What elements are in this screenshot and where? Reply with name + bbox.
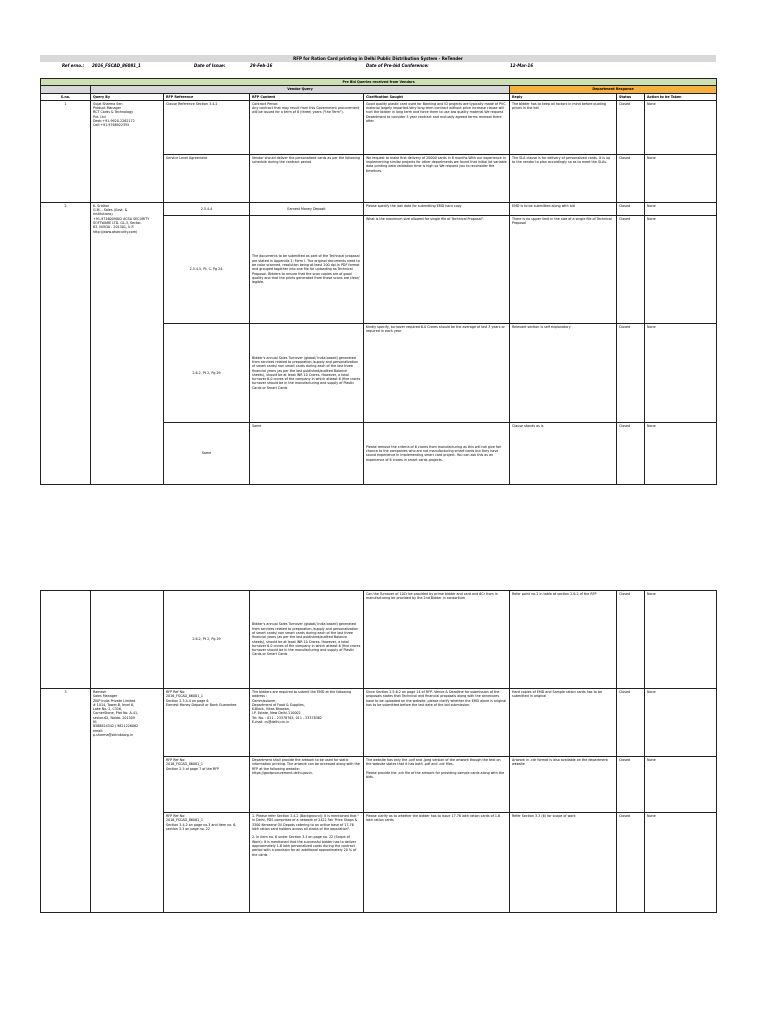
row-query-by: Sujat Sharma Sen Product Manager RCT Cards & Technology Pvt. Ltd Desk:+91-9920-2262172 Cell:+91.9768922355	[91, 100, 164, 202]
row-clarification: Good quality plastic card used for Banking and ID projects are typically made of PVC material largely imported.Very long term contract without price increase clause will hurt the bidder in long term and force them to use low quality material.We request Department to consider 3 year contract and mutually agreed terms renewal there after.	[364, 100, 510, 154]
table-row	[41, 689, 717, 757]
row-content: Department shall provide the artwork to be used for static information printing. The artwork can be accessed along with the RFP at the following website: https://govtprocurement.delhi.gov.in.	[250, 757, 364, 813]
row-clarification: Please remove the criteria of 6 crores from manufacturing as this will not give fair chance to the companies who are not manufacturing smart cards but they have sound experience in implementing smart card project. You can ask this as an experience of 6 crores in smart cards projects.	[364, 422, 510, 484]
date-label: Date of Issue:	[194, 63, 226, 68]
row-content: Same	[250, 422, 364, 484]
row-reference: Clause Reference Section 3.4.2	[164, 100, 250, 154]
table-row	[41, 100, 717, 154]
row-sno: 2	[41, 202, 91, 484]
row-reply: Relevant section is self explanatory	[510, 323, 617, 422]
row-action: None	[645, 323, 717, 422]
col-sno: S.no.	[41, 93, 91, 100]
row-action: None	[645, 215, 717, 323]
row-content: The documents to be submitted as part of the Technical proposal are stated in Appendix 1: Form I. The original documents need to be color scanned, resolution being at least 200 dpi.In PDF format and grouped together into one file for uploading as Technical Proposal. Bidders to ensure that the scan copies are of good quality and that the prints generated from these scans are clear/ legible.	[250, 215, 364, 323]
row-action: None	[645, 813, 717, 913]
queries-table-page-1	[40, 78, 717, 485]
row-reference: 2.6.2, Pt 2, Pg 29	[164, 323, 250, 422]
row-action: None	[645, 154, 717, 202]
banner: Pre Bid Queries received from Vendors	[41, 79, 717, 86]
row-clarification: Please clarify as to whether the bidder has to issue 17.76 lakh ration cards of 1.6 lakh ration cards	[364, 813, 510, 913]
row-content: Contract Period Any contract that may result from this Government procurement will be issued for a term of 6 (three) years ("the Term").	[250, 100, 364, 154]
col-clarification: Clarification Sought	[364, 93, 510, 100]
col-reply: Reply	[510, 93, 617, 100]
row-action: None	[645, 757, 717, 813]
row-reference: 2.5.4.5, Pt. C. Pg 24.	[164, 215, 250, 323]
row-reply: The SLA clause is for delivery of personalized cards. It is up to the vendor to plan accordingly so as to meet the SLAs.	[510, 154, 617, 202]
row-action: None	[645, 202, 717, 215]
row-reply: There is no upper limit in the size of a single file of Technical Proposal	[510, 215, 617, 323]
vendor-query-header: Vendor Query	[91, 86, 510, 93]
row-status: Closed	[617, 202, 645, 215]
row-status: Closed	[617, 757, 645, 813]
row-content: Earnest Money Deposit	[250, 202, 364, 215]
row-clarification: Please specify the last date for submitting EMD hard copy	[364, 202, 510, 215]
col-status: Status	[617, 93, 645, 100]
document-title: RFP for Ration Card printing in Delhi Public Distribution System - ReTender	[40, 55, 716, 62]
row-status: Closed	[617, 689, 645, 757]
row-action: None	[645, 100, 717, 154]
row-status: Closed	[617, 813, 645, 913]
ref-value: 2016_FSCAD_86081_1	[92, 63, 141, 68]
conf-label: Date of Pre-bid Conference:	[366, 63, 429, 68]
row-reply: The bidder has to keep all factors in mind before quoting prices in the bid	[510, 100, 617, 154]
row-clarification: The website has only the .pdf and .jpeg version of the artwork though the text on the website states that it has both .pdf and .cdr files. Please provide the .cdr file of the artwork for providing sample cards along with the bids.	[364, 757, 510, 813]
row-reference: Service Level Agreement	[164, 154, 250, 202]
row-content: 1. Please refer Section 3.4.2 (Background): It is mentioned that " In Delhi, PDS comprises of a network of 2422 Fair Price Shops & 3300 Kerosene Oil Depots catering to an active base of 17.76 lakh ration card holders across all strata of the population". 2. In item no. 6 under Section 3.3 on page no. 22 (Scope of Work): It is mentioned that the successful bidder has to deliver approximately 1.6 lakh personalized cards during the contract period with a provision for an additional approximately 20 % of the cards	[250, 813, 364, 913]
row-content: Bidder's annual Sales Turnover (global/ India based) generated from services related to preparation /supply and personalization of smart cards/ non smart cards during each of the last three financial years (as per the last published/audited Balance sheets), should be at least INR 10 Crores. However, a total turnover 6.0 crores of the company in which atleast 6 (five crores turnover should be in the manufacturing and supply of Plastic Cards or Smart Cards	[250, 591, 364, 689]
row-clarification: We request to make first delivery of 20000 cards in 6 months.With our experience in implementing similar projects for other departments we found that initial lot variable data printing data validation time is high so We request you to reconsider the timelines.	[364, 154, 510, 202]
row-sno: 1	[41, 100, 91, 202]
row-reference: Same	[164, 422, 250, 484]
document-meta	[40, 62, 716, 69]
row-status: Closed	[617, 100, 645, 154]
department-response-header: Department Response	[510, 86, 717, 93]
row-clarification: Kindly specify, turnover required 6.0 Crores should be the average of last 3 years or required in each year	[364, 323, 510, 422]
row-status: Closed	[617, 591, 645, 689]
row-reference: RFP Ref No: 2016_FSCAD_86081_1 Section 3.4.2 on page no.3 and item no. 6, section 3.3 on page no. 22	[164, 813, 250, 913]
row-action: None	[645, 591, 717, 689]
queries-table-page-2	[40, 590, 717, 913]
row-reply: Refer point no.2 in table at section 2.6.2 of the RFP	[510, 591, 617, 689]
col-rfp-reference: RFP Reference	[164, 93, 250, 100]
col-rfp-content: RFP Content	[250, 93, 364, 100]
row-status: Closed	[617, 422, 645, 484]
row-content: The bidders are required to submit the EMD at the following address : Commissioner, Department of Food & Supplies, K-Block, Vikas Bhawan, I.P. Estate, New Delhi-110002 Tel. No. : 011 - 23378763, 011 - 23378362 E-mail: cs@delhi.nic.in	[250, 689, 364, 757]
row-reference: 2.6.2, Pt 2, Pg 29	[164, 591, 250, 689]
row-reply: Hard copies of EMD and Sample ration cards has to be submitted in original	[510, 689, 617, 757]
row-content: Bidder's annual Sales Turnover (global/ India based) generated from services related to preparation /supply and personalization of smart cards/ non smart cards during each of the last three financial years (as per the last published/audited Balance sheets), should be at least INR 10 Crores. However, a total turnover 6.0 crores of the company in which atleast 6 (five crores turnover should be in the manufacturing and supply of Plastic Cards or Smart Cards	[250, 323, 364, 422]
date-value: 29-Feb-16	[250, 63, 273, 68]
row-content: Vendor should deliver the personalized cards as per the following schedule during the contract period	[250, 154, 364, 202]
table-row	[41, 202, 717, 215]
row-reference: RFP Ref No: 2016_FSCAD_86081_1 Section 2.5 of page 7 of the RFP	[164, 757, 250, 813]
row-status: Closed	[617, 154, 645, 202]
row-reply: Clause stands as is	[510, 422, 617, 484]
row-clarification: Since Section 2.5.6.2 on page 14 of RFP- Venue & Deadline for submission of the proposals states that Technical and financial proposals along with the annexures have to be uploaded on the website, please clarify whether the EMD alone is original has to be submitted before the last date of the bid submission.	[364, 689, 510, 757]
row-action: None	[645, 689, 717, 757]
row-clarification: Can the Turnover of 10Cr be provided by prime bidder and card and 6Cr from in manufacturing be provided by the 2nd Bidder in consortium	[364, 591, 510, 689]
row-reply: EMD is to be submitted along with bid	[510, 202, 617, 215]
col-action: Action to be Taken	[645, 93, 717, 100]
table-row	[41, 591, 717, 689]
row-status: Closed	[617, 323, 645, 422]
row-status: Closed	[617, 215, 645, 323]
row-action: None	[645, 422, 717, 484]
col-query-by: Query By	[91, 93, 164, 100]
row-query-by: Ramesh Sales Manager ZKIP India Private Limited # 1014, Tower-B, level 6, Lake No. 2, C316, CornerStone, Plot No. A-41, sector-62, Noida- 201309 M: 8588824342 / 9821226062 email: p.sharma@zkindiaorg.in	[91, 689, 164, 913]
row-reply: Refer Section 3.3 (6) for scope of work	[510, 813, 617, 913]
row-reference: 2.5.4.4	[164, 202, 250, 215]
row-reference: RFP Ref No: 2016_FSCAD_86081_1 Section 2.5.4.4 on page 6 Earnest Money Deposit or Bank Guarantee	[164, 689, 250, 757]
ref-label: Ref erno.:	[62, 63, 85, 68]
row-sno: 3	[41, 689, 91, 913]
row-query-by: K. Sridhar G.M. - Sales (Govt. & Institutions) +91-9716009002 ACSA SECURITY SOFTWARE LTD. GL-3, Sector- 63, NOIDA - 201301, U.P. http://www.atsecurity.com/	[91, 202, 164, 484]
row-reply: Artwork in .cdr format is also available on the department website	[510, 757, 617, 813]
conf-value: 12-Mar-16	[510, 63, 534, 68]
row-clarification: What is the maximum size allowed for single file of Technical Proposal".	[364, 215, 510, 323]
